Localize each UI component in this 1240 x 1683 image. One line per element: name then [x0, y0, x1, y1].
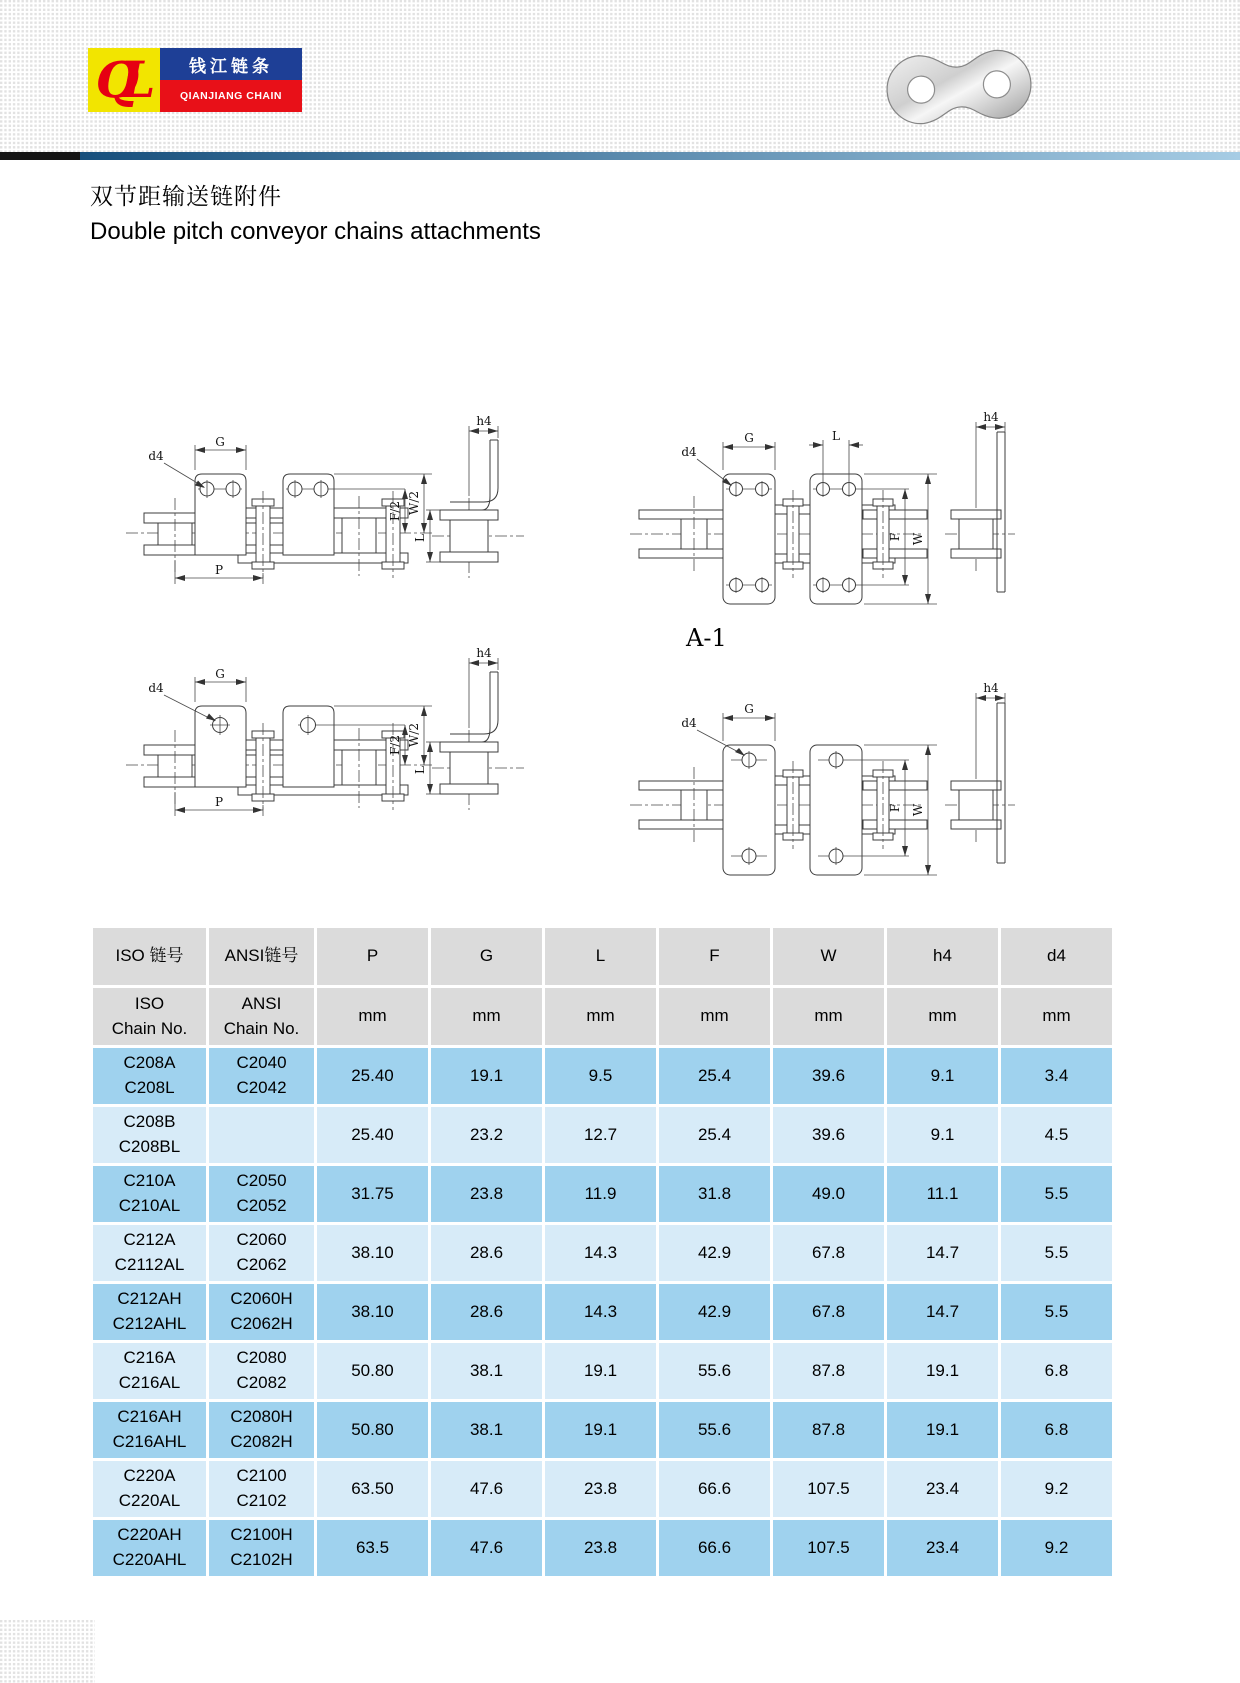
- value-cell: 31.75: [317, 1166, 428, 1222]
- diagram-bottom-right: [625, 660, 1020, 885]
- value-cell: 23.8: [431, 1166, 542, 1222]
- dim-label-f: F: [888, 803, 902, 813]
- value-cell: 12.7: [545, 1107, 656, 1163]
- value-cell: 14.3: [545, 1284, 656, 1340]
- dim-label-h4: h4: [476, 646, 492, 660]
- dim-label-f: F: [888, 532, 902, 542]
- value-cell: 63.50: [317, 1461, 428, 1517]
- dim-label-w: W: [911, 803, 925, 817]
- dim-label-g: G: [744, 702, 754, 716]
- iso-cell: C220AH C220AHL: [93, 1520, 206, 1576]
- page-title-en: Double pitch conveyor chains attachments: [90, 218, 541, 245]
- value-cell: 67.8: [773, 1225, 884, 1281]
- ansi-cell: C2050 C2052: [209, 1166, 314, 1222]
- table-row: [93, 1461, 1112, 1517]
- header-col: d4: [1001, 928, 1112, 985]
- ansi-cell: C2100H C2102H: [209, 1520, 314, 1576]
- dim-label-d4: d4: [148, 681, 164, 695]
- dim-label-l: L: [413, 534, 427, 542]
- value-cell: 107.5: [773, 1520, 884, 1576]
- page-title: [90, 178, 541, 246]
- value-cell: 9.2: [1001, 1461, 1112, 1517]
- table-row: [93, 1166, 1112, 1222]
- value-cell: 25.40: [317, 1048, 428, 1104]
- dim-label-p: P: [214, 795, 224, 809]
- logo-text: [160, 48, 302, 112]
- header-col: F: [659, 928, 770, 985]
- ansi-cell: C2080H C2082H: [209, 1402, 314, 1458]
- ansi-cell: C2100 C2102: [209, 1461, 314, 1517]
- iso-cell: C220A C220AL: [93, 1461, 206, 1517]
- value-cell: 25.4: [659, 1107, 770, 1163]
- page-title-zh: 双节距输送链附件: [90, 183, 282, 209]
- unit-cell: mm: [887, 988, 998, 1045]
- value-cell: 50.80: [317, 1343, 428, 1399]
- table-subheader-row: [93, 988, 1112, 1045]
- unit-cell: mm: [773, 988, 884, 1045]
- section-label: A-1: [686, 624, 727, 652]
- value-cell: 5.5: [1001, 1284, 1112, 1340]
- dim-label-h4: h4: [983, 410, 999, 424]
- iso-cell: C212AH C212AHL: [93, 1284, 206, 1340]
- iso-cell: C208B C208BL: [93, 1107, 206, 1163]
- value-cell: 28.6: [431, 1284, 542, 1340]
- value-cell: 31.8: [659, 1166, 770, 1222]
- spec-table: [90, 925, 1115, 1579]
- dim-label-d4: d4: [681, 716, 697, 730]
- diagram-top-right: [625, 392, 1020, 627]
- value-cell: 28.6: [431, 1225, 542, 1281]
- value-cell: 11.1: [887, 1166, 998, 1222]
- header-ansi: ANSI链号: [209, 928, 314, 985]
- value-cell: 23.4: [887, 1520, 998, 1576]
- dim-label-w: W: [911, 532, 925, 546]
- value-cell: 63.5: [317, 1520, 428, 1576]
- value-cell: 47.6: [431, 1461, 542, 1517]
- dim-label-g: G: [215, 667, 225, 681]
- logo-monogram-box: [88, 48, 160, 112]
- value-cell: 19.1: [545, 1402, 656, 1458]
- value-cell: 87.8: [773, 1402, 884, 1458]
- dim-label-f2: F/2: [388, 734, 402, 756]
- subheader-iso: ISO Chain No.: [93, 988, 206, 1045]
- value-cell: 6.8: [1001, 1402, 1112, 1458]
- value-cell: 9.1: [887, 1107, 998, 1163]
- value-cell: 19.1: [431, 1048, 542, 1104]
- header-iso: ISO 链号: [93, 928, 206, 985]
- dim-label-l: L: [413, 766, 427, 774]
- value-cell: 5.5: [1001, 1166, 1112, 1222]
- divider-bar-blue: [80, 152, 1240, 160]
- dim-label-g: G: [744, 431, 754, 445]
- table-row: [93, 1402, 1112, 1458]
- unit-cell: mm: [317, 988, 428, 1045]
- value-cell: 23.8: [545, 1461, 656, 1517]
- iso-cell: C216AH C216AHL: [93, 1402, 206, 1458]
- unit-cell: mm: [1001, 988, 1112, 1045]
- header-col: P: [317, 928, 428, 985]
- header-col: h4: [887, 928, 998, 985]
- header-col: L: [545, 928, 656, 985]
- ansi-cell: [209, 1107, 314, 1163]
- value-cell: 42.9: [659, 1284, 770, 1340]
- dim-label-h4: h4: [476, 414, 492, 428]
- unit-cell: mm: [545, 988, 656, 1045]
- unit-cell: mm: [659, 988, 770, 1045]
- value-cell: 14.7: [887, 1225, 998, 1281]
- iso-cell: C216A C216AL: [93, 1343, 206, 1399]
- value-cell: 49.0: [773, 1166, 884, 1222]
- table-row: [93, 1520, 1112, 1576]
- table-header-row: [93, 928, 1112, 985]
- brand-name-zh: 钱江链条: [160, 48, 302, 80]
- value-cell: 23.8: [545, 1520, 656, 1576]
- value-cell: 6.8: [1001, 1343, 1112, 1399]
- header-col: G: [431, 928, 542, 985]
- value-cell: 19.1: [545, 1343, 656, 1399]
- value-cell: 14.3: [545, 1225, 656, 1281]
- value-cell: 42.9: [659, 1225, 770, 1281]
- ansi-cell: C2080 C2082: [209, 1343, 314, 1399]
- value-cell: 66.6: [659, 1461, 770, 1517]
- value-cell: 66.6: [659, 1520, 770, 1576]
- divider-bar-black: [0, 152, 80, 160]
- subheader-ansi: ANSI Chain No.: [209, 988, 314, 1045]
- value-cell: 23.4: [887, 1461, 998, 1517]
- iso-cell: C212A C2112AL: [93, 1225, 206, 1281]
- dim-label-d4: d4: [681, 445, 697, 459]
- ansi-cell: C2040 C2042: [209, 1048, 314, 1104]
- value-cell: 4.5: [1001, 1107, 1112, 1163]
- diagram-bottom-left: [120, 630, 530, 830]
- value-cell: 25.40: [317, 1107, 428, 1163]
- dim-label-w2: W/2: [407, 722, 421, 748]
- value-cell: 3.4: [1001, 1048, 1112, 1104]
- table-row: [93, 1225, 1112, 1281]
- table-row: [93, 1343, 1112, 1399]
- value-cell: 19.1: [887, 1402, 998, 1458]
- dim-label-p: P: [214, 563, 224, 577]
- value-cell: 87.8: [773, 1343, 884, 1399]
- dim-label-f2: F/2: [388, 500, 402, 522]
- footer-dots-pattern: [0, 1620, 95, 1683]
- value-cell: 39.6: [773, 1107, 884, 1163]
- value-cell: 38.10: [317, 1284, 428, 1340]
- chain-plate-image: [878, 40, 1040, 134]
- ansi-cell: C2060 C2062: [209, 1225, 314, 1281]
- ansi-cell: C2060H C2062H: [209, 1284, 314, 1340]
- dim-label-g: G: [215, 435, 225, 449]
- value-cell: 9.2: [1001, 1520, 1112, 1576]
- value-cell: 38.1: [431, 1402, 542, 1458]
- value-cell: 55.6: [659, 1402, 770, 1458]
- dim-label-l: L: [832, 429, 840, 443]
- value-cell: 67.8: [773, 1284, 884, 1340]
- iso-cell: C208A C208L: [93, 1048, 206, 1104]
- value-cell: 9.1: [887, 1048, 998, 1104]
- table-row: [93, 1107, 1112, 1163]
- value-cell: 25.4: [659, 1048, 770, 1104]
- diagram-top-left: [120, 398, 530, 590]
- value-cell: 47.6: [431, 1520, 542, 1576]
- unit-cell: mm: [431, 988, 542, 1045]
- value-cell: 19.1: [887, 1343, 998, 1399]
- logo-monogram: QL: [95, 50, 137, 109]
- value-cell: 38.10: [317, 1225, 428, 1281]
- value-cell: 39.6: [773, 1048, 884, 1104]
- value-cell: 23.2: [431, 1107, 542, 1163]
- value-cell: 9.5: [545, 1048, 656, 1104]
- dim-label-w2: W/2: [407, 490, 421, 516]
- dim-label-h4: h4: [983, 681, 999, 695]
- value-cell: 14.7: [887, 1284, 998, 1340]
- value-cell: 107.5: [773, 1461, 884, 1517]
- value-cell: 55.6: [659, 1343, 770, 1399]
- iso-cell: C210A C210AL: [93, 1166, 206, 1222]
- value-cell: 5.5: [1001, 1225, 1112, 1281]
- value-cell: 11.9: [545, 1166, 656, 1222]
- dim-label-d4: d4: [148, 449, 164, 463]
- value-cell: 50.80: [317, 1402, 428, 1458]
- value-cell: 38.1: [431, 1343, 542, 1399]
- table-row: [93, 1048, 1112, 1104]
- brand-name-en: QIANJIANG CHAIN: [160, 80, 302, 112]
- header-col: W: [773, 928, 884, 985]
- table-row: [93, 1284, 1112, 1340]
- brand-logo: [88, 48, 302, 112]
